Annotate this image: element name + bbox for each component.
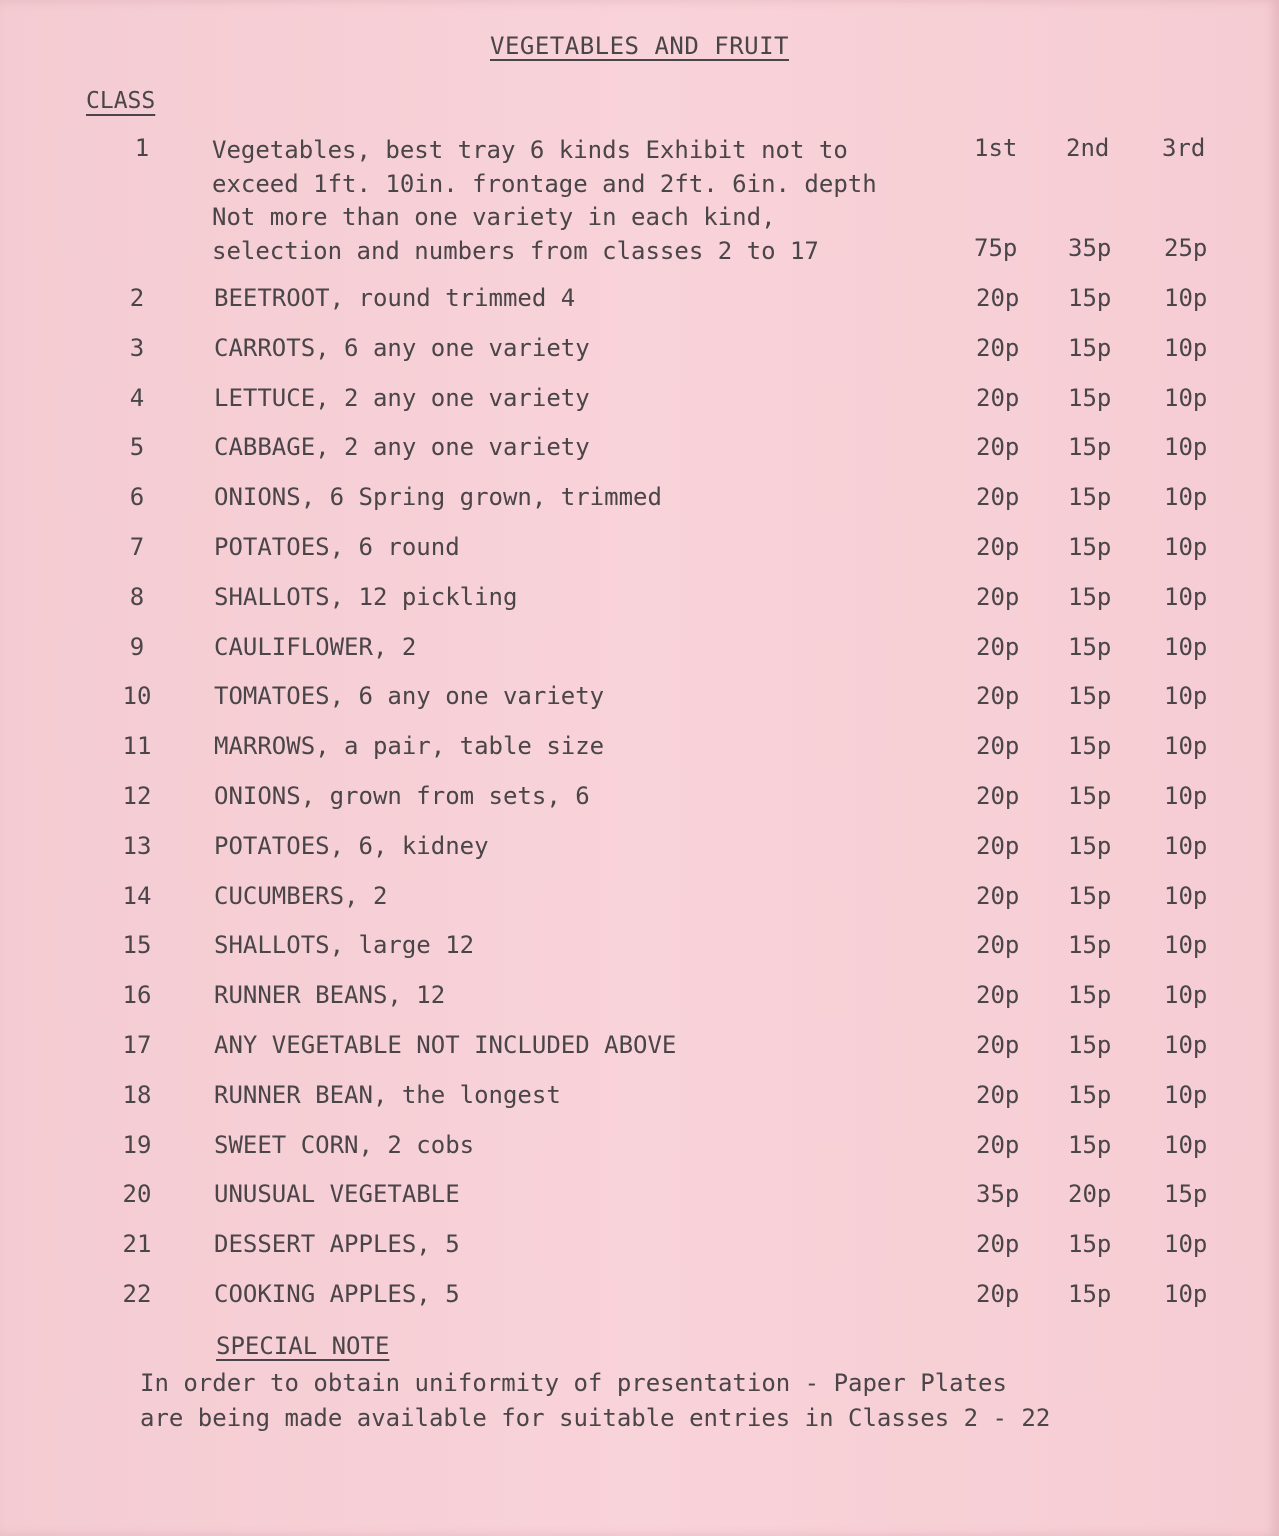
prize-header-first: 1st bbox=[974, 134, 1018, 162]
class-number: 20 bbox=[122, 1180, 152, 1209]
prize-third: 10p bbox=[1164, 831, 1208, 860]
prize-first: 20p bbox=[976, 1130, 1020, 1159]
class-description: POTATOES, 6 round bbox=[214, 532, 460, 561]
table-row bbox=[0, 1031, 1279, 1081]
prize-third: 10p bbox=[1164, 1080, 1208, 1109]
table-row bbox=[0, 384, 1279, 434]
prize-third: 10p bbox=[1164, 284, 1208, 312]
prize-third: 10p bbox=[1164, 333, 1208, 362]
class-description: RUNNER BEANS, 12 bbox=[214, 981, 446, 1010]
prize-third: 10p bbox=[1164, 682, 1208, 711]
class-description: COOKING APPLES, 5 bbox=[214, 1279, 460, 1308]
class-description: DESSERT APPLES, 5 bbox=[214, 1230, 460, 1259]
prize-third: 10p bbox=[1164, 1279, 1208, 1308]
class-number: 10 bbox=[122, 682, 152, 711]
table-row bbox=[0, 483, 1279, 533]
prize-first: 20p bbox=[976, 682, 1020, 711]
table-row bbox=[0, 1280, 1279, 1330]
prize-third: 10p bbox=[1164, 582, 1208, 611]
prize-second: 15p bbox=[1068, 732, 1112, 761]
prize-second: 15p bbox=[1068, 1130, 1112, 1159]
class-number: 18 bbox=[122, 1080, 152, 1109]
prize-header-third: 3rd bbox=[1162, 134, 1206, 162]
class-description: SWEET CORN, 2 cobs bbox=[214, 1130, 475, 1159]
prize-first: 20p bbox=[976, 881, 1020, 910]
table-row bbox=[0, 1180, 1279, 1230]
prize-second: 15p bbox=[1068, 881, 1112, 910]
table-row bbox=[0, 1230, 1279, 1280]
prize-first: 20p bbox=[976, 632, 1020, 661]
class-1-prize-third: 25p bbox=[1164, 234, 1208, 262]
prize-second: 15p bbox=[1068, 383, 1112, 412]
table-row bbox=[0, 533, 1279, 583]
prize-first: 35p bbox=[976, 1180, 1020, 1209]
prize-first: 20p bbox=[976, 383, 1020, 412]
prize-second: 15p bbox=[1068, 483, 1112, 512]
class-number: 1 bbox=[134, 134, 150, 162]
class-number: 19 bbox=[122, 1130, 152, 1159]
prize-third: 10p bbox=[1164, 1130, 1208, 1159]
class-description: ONIONS, grown from sets, 6 bbox=[214, 781, 590, 810]
class-description: ONIONS, 6 Spring grown, trimmed bbox=[214, 483, 662, 512]
class-number: 13 bbox=[122, 831, 152, 860]
class-number: 12 bbox=[122, 781, 152, 810]
class-list bbox=[0, 284, 1279, 1330]
prize-second: 20p bbox=[1068, 1180, 1112, 1209]
prize-second: 15p bbox=[1068, 931, 1112, 960]
table-row bbox=[0, 981, 1279, 1031]
prize-first: 20p bbox=[976, 1230, 1020, 1259]
prize-third: 10p bbox=[1164, 632, 1208, 661]
class-number: 22 bbox=[122, 1279, 152, 1308]
prize-first: 20p bbox=[976, 981, 1020, 1010]
prize-third: 10p bbox=[1164, 781, 1208, 810]
prize-second: 15p bbox=[1068, 632, 1112, 661]
class-number: 21 bbox=[122, 1230, 152, 1259]
prize-third: 10p bbox=[1164, 732, 1208, 761]
prize-first: 20p bbox=[976, 831, 1020, 860]
class-number: 5 bbox=[129, 433, 145, 462]
class-description: ANY VEGETABLE NOT INCLUDED ABOVE bbox=[214, 1030, 677, 1059]
class-description: LETTUCE, 2 any one variety bbox=[214, 383, 590, 412]
prize-second: 15p bbox=[1068, 333, 1112, 362]
class-number: 4 bbox=[129, 383, 145, 412]
table-row bbox=[0, 284, 1279, 334]
class-description: SHALLOTS, 12 pickling bbox=[214, 582, 518, 611]
prize-first: 20p bbox=[976, 284, 1020, 312]
class-description: SHALLOTS, large 12 bbox=[214, 931, 475, 960]
class-number: 8 bbox=[129, 582, 145, 611]
class-number: 14 bbox=[122, 881, 152, 910]
table-row bbox=[0, 682, 1279, 732]
class-description: CARROTS, 6 any one variety bbox=[214, 333, 590, 362]
prize-second: 15p bbox=[1068, 831, 1112, 860]
class-column-heading: CLASS bbox=[86, 88, 156, 114]
prize-third: 10p bbox=[1164, 1230, 1208, 1259]
class-number: 7 bbox=[129, 532, 145, 561]
class-description: UNUSUAL VEGETABLE bbox=[214, 1180, 460, 1209]
prize-first: 20p bbox=[976, 582, 1020, 611]
table-row bbox=[0, 832, 1279, 882]
special-note-text: In order to obtain uniformity of presentation - Paper Plates are being made available for suitable entries in Classes 2 - 22 bbox=[140, 1369, 1051, 1432]
prize-second: 15p bbox=[1068, 433, 1112, 462]
prize-first: 20p bbox=[976, 532, 1020, 561]
prize-third: 10p bbox=[1164, 433, 1208, 462]
special-note-heading: SPECIAL NOTE bbox=[216, 1332, 390, 1360]
prize-first: 20p bbox=[976, 333, 1020, 362]
prize-third: 10p bbox=[1164, 931, 1208, 960]
prize-second: 15p bbox=[1068, 532, 1112, 561]
class-description: CAULIFLOWER, 2 bbox=[214, 632, 417, 661]
prize-first: 20p bbox=[976, 433, 1020, 462]
class-1-description: Vegetables, best tray 6 kinds Exhibit not to exceed 1ft. 10in. frontage and 2ft. 6in. depth Not more than one variety in each kind, selection and numbers from classes 2 to 17 bbox=[212, 136, 877, 265]
class-description: POTATOES, 6, kidney bbox=[214, 831, 489, 860]
prize-third: 10p bbox=[1164, 483, 1208, 512]
class-number: 3 bbox=[129, 333, 145, 362]
prize-second: 15p bbox=[1068, 582, 1112, 611]
prize-first: 20p bbox=[976, 931, 1020, 960]
table-row bbox=[0, 433, 1279, 483]
prize-third: 15p bbox=[1164, 1180, 1208, 1209]
class-number: 9 bbox=[129, 632, 145, 661]
prize-third: 10p bbox=[1164, 881, 1208, 910]
page-title: VEGETABLES AND FRUIT bbox=[490, 32, 789, 60]
class-number: 17 bbox=[122, 1030, 152, 1059]
class-number: 2 bbox=[129, 284, 145, 312]
prize-second: 15p bbox=[1068, 981, 1112, 1010]
prize-second: 15p bbox=[1068, 1279, 1112, 1308]
prize-first: 20p bbox=[976, 1279, 1020, 1308]
prize-header-second: 2nd bbox=[1066, 134, 1110, 162]
prize-third: 10p bbox=[1164, 532, 1208, 561]
class-description: RUNNER BEAN, the longest bbox=[214, 1080, 561, 1109]
class-1-prize-first: 75p bbox=[974, 234, 1018, 262]
class-number: 16 bbox=[122, 981, 152, 1010]
table-row bbox=[0, 931, 1279, 981]
prize-second: 15p bbox=[1068, 781, 1112, 810]
class-description: TOMATOES, 6 any one variety bbox=[214, 682, 605, 711]
table-row bbox=[0, 633, 1279, 683]
prize-second: 15p bbox=[1068, 1230, 1112, 1259]
prize-first: 20p bbox=[976, 781, 1020, 810]
table-row bbox=[0, 334, 1279, 384]
table-row bbox=[0, 782, 1279, 832]
prize-first: 20p bbox=[976, 1030, 1020, 1059]
prize-second: 15p bbox=[1068, 682, 1112, 711]
prize-third: 10p bbox=[1164, 981, 1208, 1010]
table-row bbox=[0, 583, 1279, 633]
class-number: 6 bbox=[129, 483, 145, 512]
prize-third: 10p bbox=[1164, 383, 1208, 412]
class-description: BEETROOT, round trimmed 4 bbox=[214, 284, 576, 312]
prize-first: 20p bbox=[976, 483, 1020, 512]
table-row bbox=[0, 732, 1279, 782]
class-description: CUCUMBERS, 2 bbox=[214, 881, 388, 910]
table-row bbox=[0, 882, 1279, 932]
class-description: CABBAGE, 2 any one variety bbox=[214, 433, 590, 462]
prize-first: 20p bbox=[976, 1080, 1020, 1109]
class-number: 15 bbox=[122, 931, 152, 960]
table-row bbox=[0, 1081, 1279, 1131]
prize-second: 15p bbox=[1068, 1030, 1112, 1059]
prize-third: 10p bbox=[1164, 1030, 1208, 1059]
table-row bbox=[0, 1131, 1279, 1181]
class-number: 11 bbox=[122, 732, 152, 761]
prize-second: 15p bbox=[1068, 1080, 1112, 1109]
prize-first: 20p bbox=[976, 732, 1020, 761]
prize-second: 15p bbox=[1068, 284, 1112, 312]
class-description: MARROWS, a pair, table size bbox=[214, 732, 605, 761]
class-1-prize-second: 35p bbox=[1068, 234, 1112, 262]
